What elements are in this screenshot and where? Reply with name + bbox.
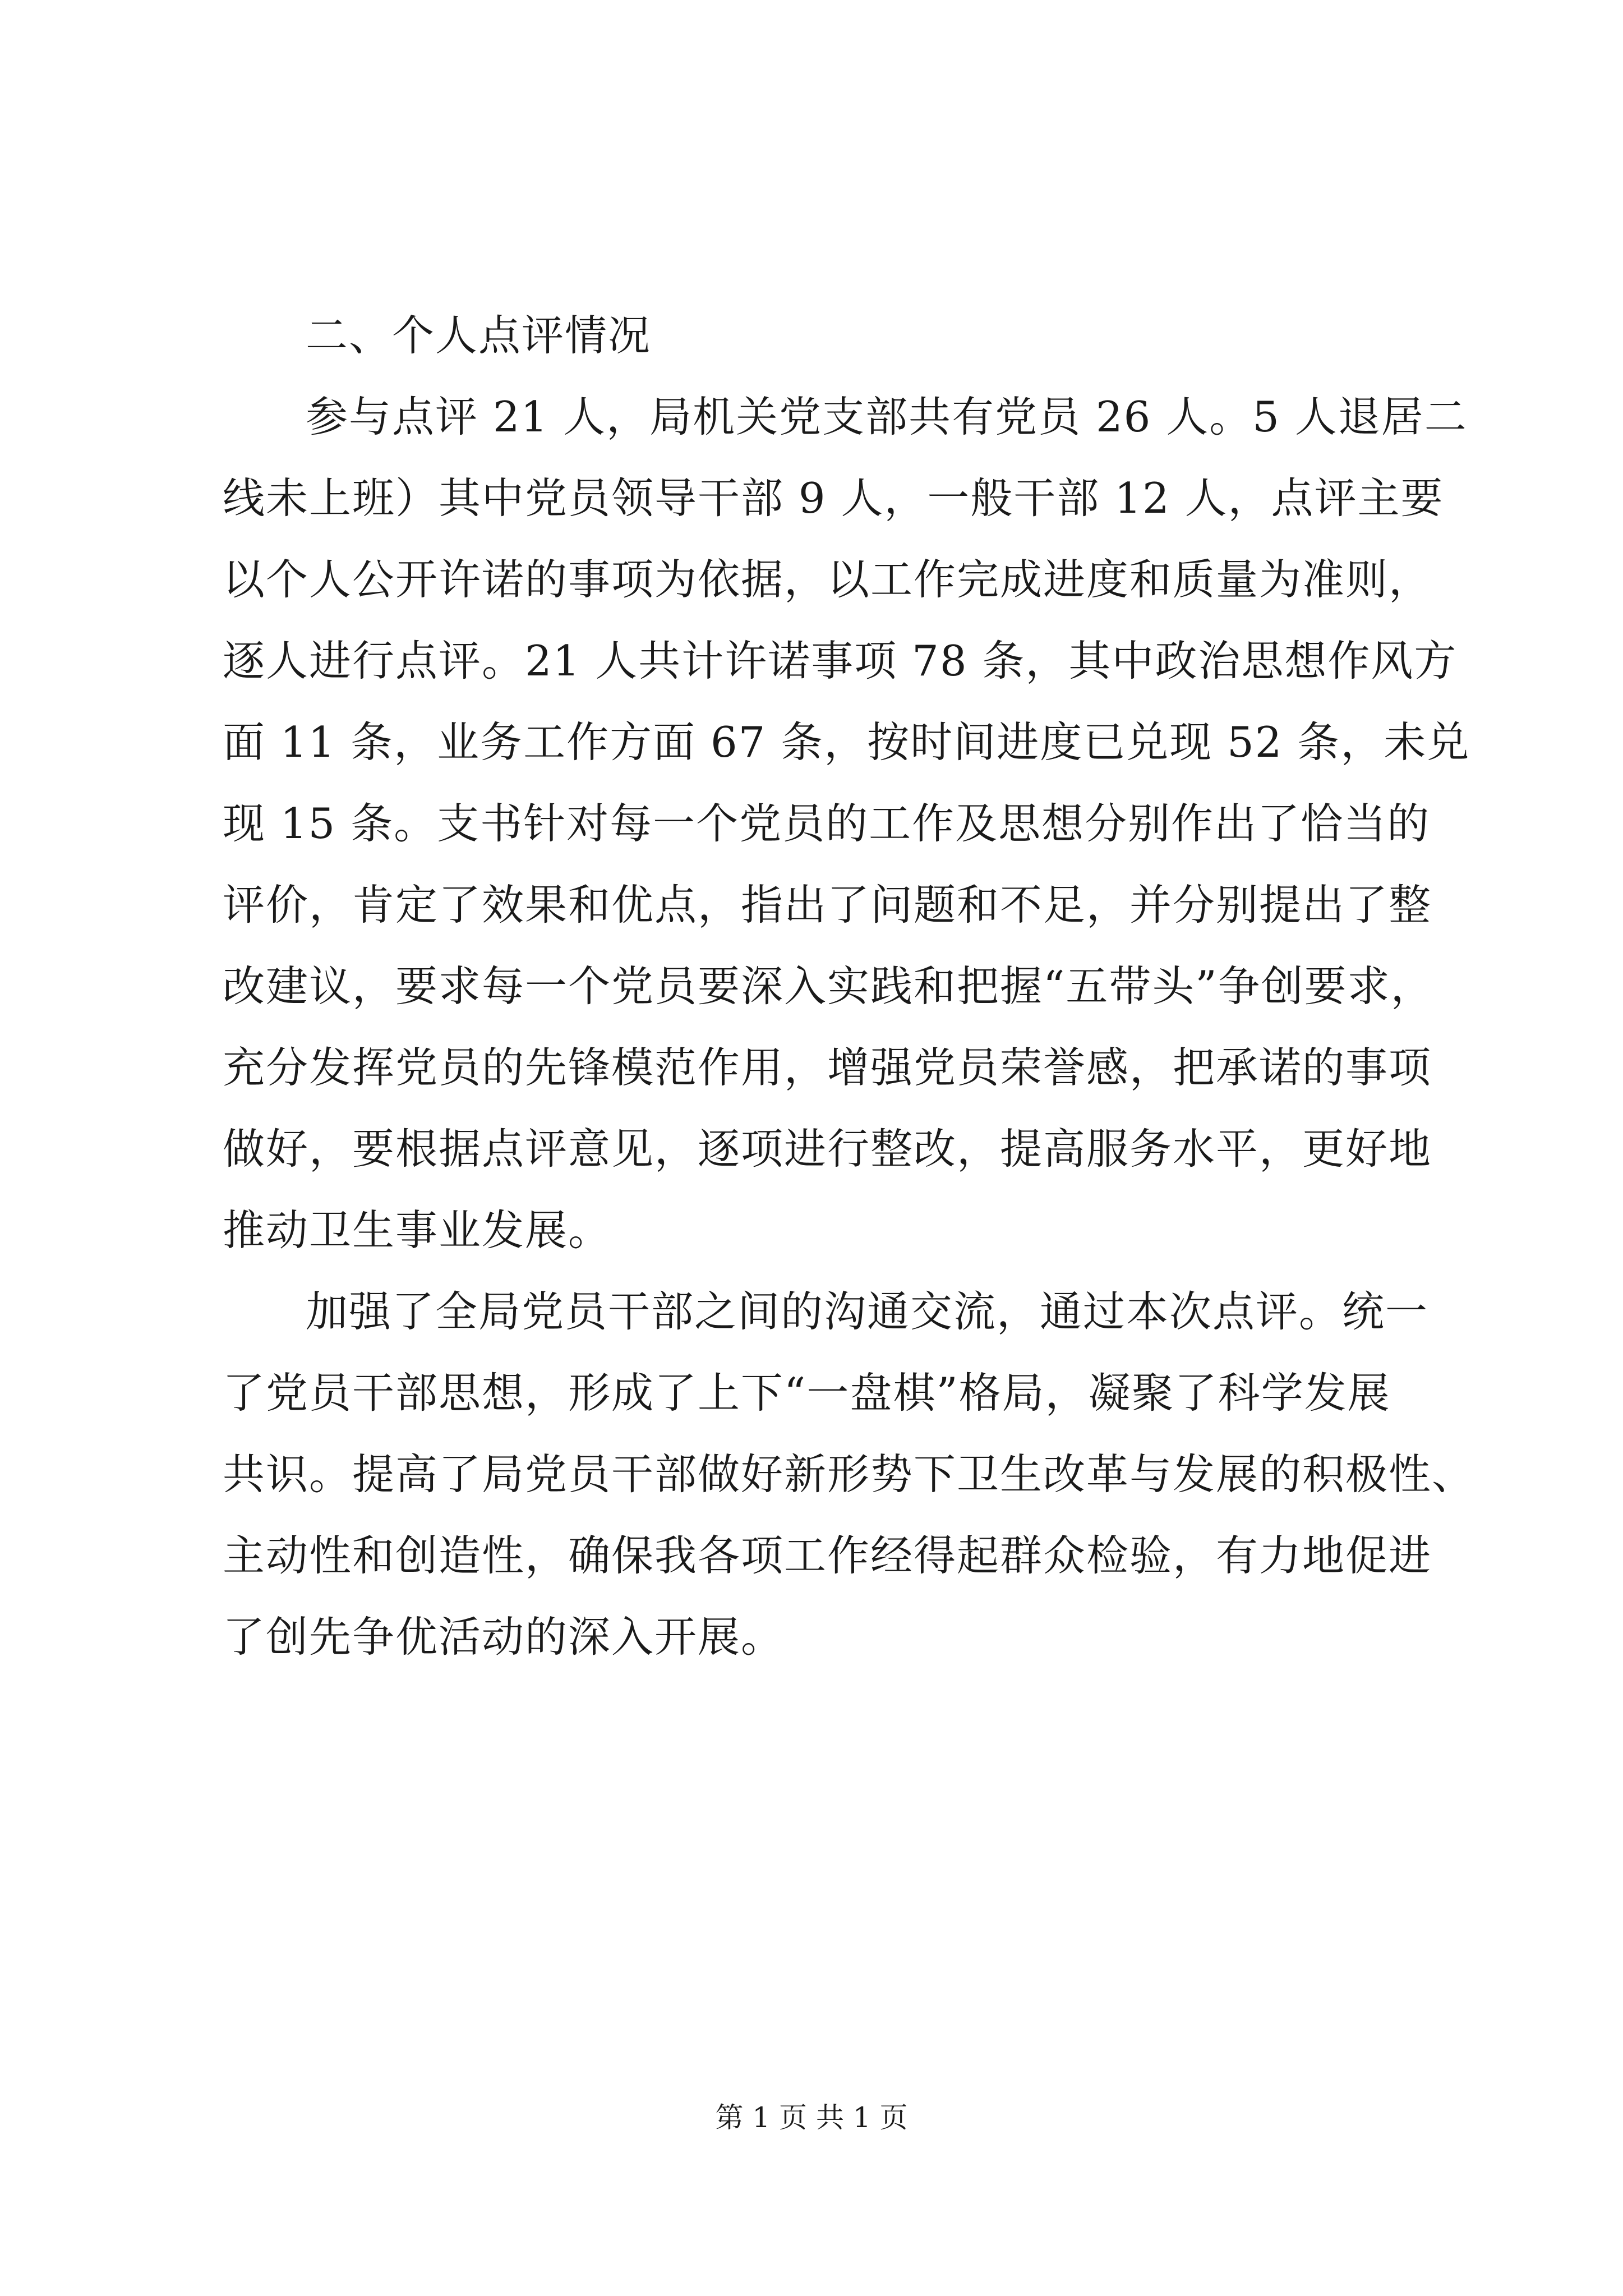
paragraph-1-line-2: 线未上班）其中党员领导干部 9 人，一般干部 12 人，点评主要 <box>223 473 1444 523</box>
paragraph-1-line-6: 现 15 条。支书针对每一个党员的工作及思想分别作出了恰当的 <box>223 799 1431 848</box>
paragraph-2-line-5: 了创先争优活动的深入开展。 <box>223 1612 785 1662</box>
paragraph-2-line-3: 共识。提高了局党员干部做好新形势下卫生改革与发展的积极性、 <box>223 1450 1476 1499</box>
paragraph-1-line-11: 推动卫生事业发展。 <box>223 1205 612 1255</box>
section-heading: 二、个人点评情况 <box>306 311 652 360</box>
paragraph-2-line-2: 了党员干部思想，形成了上下“一盘棋”格局，凝聚了科学发展 <box>223 1368 1391 1418</box>
paragraph-1-line-10: 做好，要根据点评意见，逐项进行整改，提高服务水平，更好地 <box>223 1124 1432 1174</box>
paragraph-1-line-9: 充分发挥党员的先锋模范作用，增强党员荣誉感，把承诺的事项 <box>223 1043 1432 1092</box>
paragraph-1-line-8: 改建议，要求每一个党员要深入实践和把握“五带头”争创要求， <box>223 961 1434 1011</box>
paragraph-1-line-7: 评价，肯定了效果和优点，指出了问题和不足，并分别提出了整 <box>223 880 1432 930</box>
paragraph-1-line-4: 逐人进行点评。21 人共计许诺事项 78 条，其中政治思想作风方 <box>223 636 1458 685</box>
paragraph-1-line-1: 参与点评 21 人，局机关党支部共有党员 26 人。5 人退居二 <box>306 392 1468 441</box>
paragraph-2-line-1: 加强了全局党员干部之间的沟通交流，通过本次点评。统一 <box>306 1287 1429 1336</box>
paragraph-1-line-5: 面 11 条，业务工作方面 67 条，按时间进度已兑现 52 条，未兑 <box>223 717 1470 767</box>
paragraph-1-line-3: 以个人公开许诺的事项为依据，以工作完成进度和质量为准则， <box>223 555 1432 604</box>
paragraph-2-line-4: 主动性和创造性，确保我各项工作经得起群众检验，有力地促进 <box>223 1531 1432 1580</box>
page-footer: 第 1 页 共 1 页 <box>715 2101 908 2134</box>
